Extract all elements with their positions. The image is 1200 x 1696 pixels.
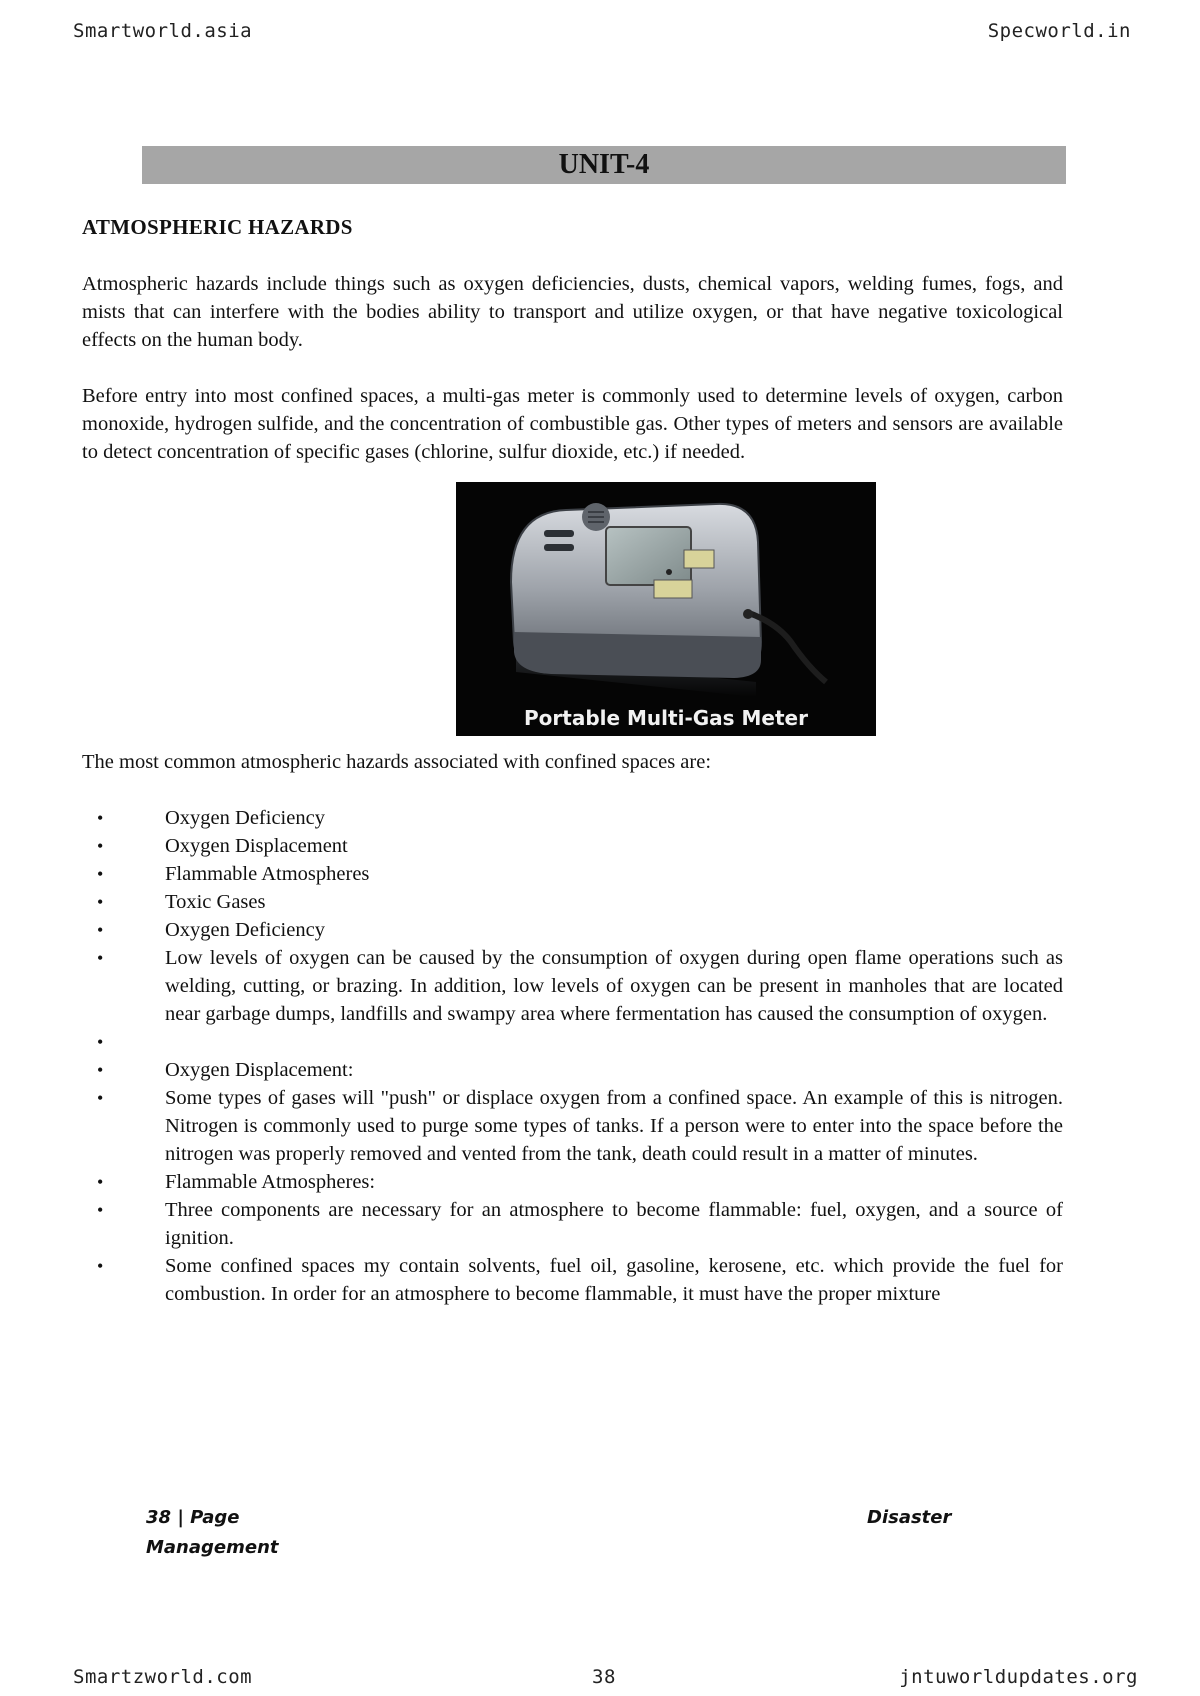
hazards-list — [82, 804, 1063, 1308]
subject-label: Disaster — [867, 1507, 952, 1528]
list-item — [82, 804, 1063, 832]
list-item-text: Some confined spaces my contain solvents, fuel oil, gasoline, kerosene, etc. which provide the fuel for combustion. In order for an atmosphere to become flammable, it must have the proper mixture — [165, 1255, 1063, 1305]
list-item-text: Toxic Gases — [165, 891, 266, 913]
bullet-icon: • — [97, 864, 104, 884]
list-item-text: Oxygen Displacement — [165, 835, 348, 857]
subject-label-cont: Management — [146, 1537, 279, 1558]
bullet-icon: • — [97, 836, 104, 856]
hazards-intro: The most common atmospheric hazards associated with confined spaces are: — [82, 751, 712, 773]
bullet-icon: • — [97, 948, 104, 968]
list-item-text: Oxygen Displacement: — [165, 1059, 354, 1081]
list-item — [82, 832, 1063, 860]
bullet-icon: • — [97, 892, 104, 912]
section-title: ATMOSPHERIC HAZARDS — [82, 215, 353, 239]
bullet-icon: • — [97, 1256, 104, 1276]
list-item — [82, 944, 1063, 1028]
list-item-text: Low levels of oxygen can be caused by the consumption of oxygen during open flame operations such as welding, cutting, or brazing. In addition, low levels of oxygen can be present in manholes that are located near garbage dumps, landfills and swampy area where fermentation has caused the consumption of oxygen. — [165, 947, 1063, 1025]
gas-meter-photo — [456, 482, 876, 736]
list-item-text: Oxygen Deficiency — [165, 919, 325, 941]
unit-title: UNIT-4 — [142, 146, 1066, 184]
list-item-text: Flammable Atmospheres: — [165, 1171, 376, 1193]
list-item — [82, 888, 1063, 916]
header-right-site: Specworld.in — [987, 20, 1131, 42]
list-item — [82, 860, 1063, 888]
paragraph-gas-meter: Before entry into most confined spaces, a multi-gas meter is commonly used to determine levels of oxygen, carbon monoxide, hydrogen sulfide, and the concentration of combustible gas. Other types of meters and sensors are available to detect concentration of specific gases (chlorine, sulfur dioxide, etc.) if needed. — [82, 385, 1063, 463]
footer-right-site: jntuworldupdates.org — [899, 1666, 1138, 1688]
list-item-text: Flammable Atmospheres — [165, 863, 370, 885]
bullet-icon: • — [97, 920, 104, 940]
bullet-icon: • — [97, 1200, 104, 1220]
list-item-text: Some types of gases will "push" or displace oxygen from a confined space. An example of this is nitrogen. Nitrogen is commonly used to purge some types of tanks. If a person were to enter into the space before the nitrogen was properly removed and vented from the tank, death could result in a matter of minutes. — [165, 1087, 1063, 1165]
bullet-icon: • — [97, 1032, 104, 1052]
bullet-icon: • — [97, 1172, 104, 1192]
bullet-icon: • — [97, 1088, 104, 1108]
list-item — [82, 1168, 1063, 1196]
image-caption: Portable Multi-Gas Meter — [524, 706, 808, 730]
footer-left-site: Smartzworld.com — [73, 1666, 253, 1688]
list-item — [82, 1056, 1063, 1084]
bullet-icon: • — [97, 1060, 104, 1080]
page-label: 38 | Page — [146, 1507, 240, 1528]
list-item-text: Oxygen Deficiency — [165, 807, 325, 829]
footer-page-number: 38 — [592, 1666, 616, 1688]
list-item — [82, 1252, 1063, 1308]
bullet-icon: • — [97, 808, 104, 828]
list-item — [82, 916, 1063, 944]
list-item — [82, 1028, 1063, 1056]
header-left-site: Smartworld.asia — [73, 20, 253, 42]
list-item-text: Three components are necessary for an atmosphere to become flammable: fuel, oxygen, and a source of ignition. — [165, 1199, 1063, 1249]
list-item — [82, 1084, 1063, 1168]
list-item — [82, 1196, 1063, 1252]
paragraph-intro: Atmospheric hazards include things such as oxygen deficiencies, dusts, chemical vapors, welding fumes, fogs, and mists that can interfere with the bodies ability to transport and utilize oxygen, or that have negative toxicological effects on the human body. — [82, 273, 1063, 351]
